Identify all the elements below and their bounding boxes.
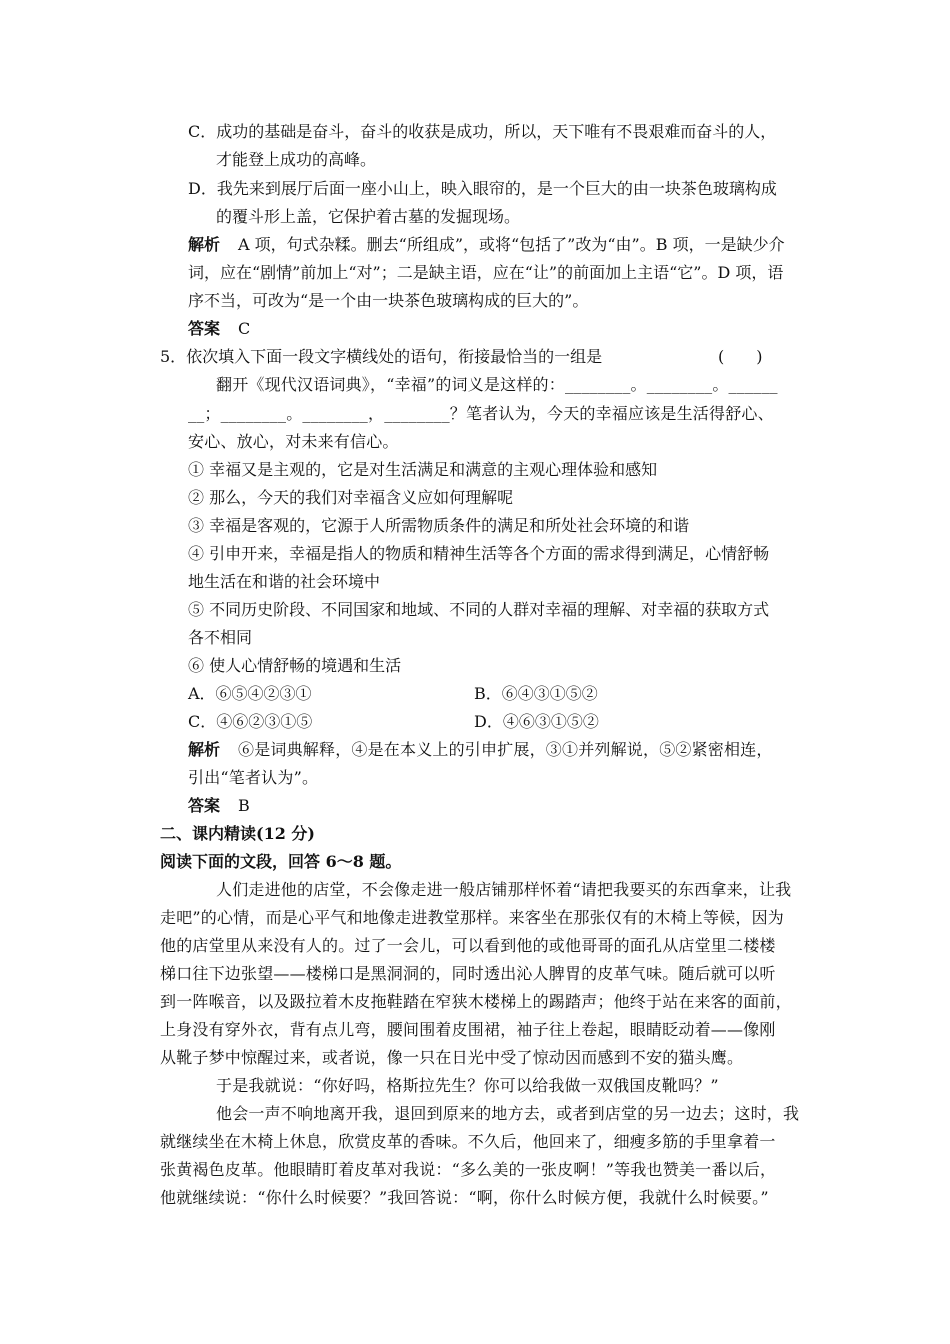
q5-passage-line-2: __；________。________，________？笔者认为，今天的幸福应该是生活得舒心、 [188, 404, 774, 423]
q5-answer-value: B [238, 796, 250, 815]
q5-item-4-line-1: ④ 引申开来，幸福是指人的物质和精神生活等各个方面的需求得到满足，心情舒畅 [188, 544, 770, 563]
q5-answer-label: 答案 [188, 796, 221, 815]
passage-p3-line-3: 张黄褐色皮革。他眼睛盯着皮革对我说：“多么美的一张皮啊！”等我也赞美一番以后， [160, 1160, 777, 1179]
q5-bracket: ( ) [718, 347, 763, 366]
option-d-line-2: 的覆斗形上盖，它保护着古墓的发掘现场。 [216, 207, 521, 226]
section-heading: 二、课内精读(12 分) [160, 824, 315, 843]
q5-item-6: ⑥ 使人心情舒畅的境遇和生活 [188, 656, 402, 675]
analysis-line-1: A 项，句式杂糅。删去“所组成”，或将“包括了”改为“由”。B 项，一是缺少介 [238, 235, 785, 254]
q5-passage-line-1: 翻开《现代汉语词典》，“幸福”的词义是这样的：________。________。______ [216, 375, 778, 394]
passage-p1-line-4: 梯口往下边张望——楼梯口是黑洞洞的，同时透出沁人脾胃的皮革气味。随后就可以听 [160, 964, 776, 983]
answer-value: C [238, 319, 251, 338]
analysis-line-2: 词，应在“剧情”前加上“对”；二是缺主语，应在“让”的前面加上主语“它”。D 项，语 [188, 263, 784, 282]
q5-item-5-line-1: ⑤ 不同历史阶段、不同国家和地域、不同的人群对幸福的理解、对幸福的获取方式 [188, 600, 770, 619]
q5-option-b: B．⑥④③①⑤② [474, 684, 598, 703]
option-c-line-1: C．成功的基础是奋斗，奋斗的收获是成功，所以，天下唯有不畏艰难而奋斗的人， [188, 122, 777, 141]
passage-p1-line-5: 到一阵喉音，以及趿拉着木皮拖鞋踏在窄狭木楼梯上的踢踏声；他终于站在来客的面前， [160, 992, 792, 1011]
analysis-label: 解析 [188, 235, 221, 254]
answer-label: 答案 [188, 319, 221, 338]
passage-p1-line-1: 人们走进他的店堂，不会像走进一般店铺那样怀着“请把我要买的东西拿来，让我 [216, 880, 792, 899]
q5-option-c: C．④⑥②③①⑤ [188, 712, 313, 731]
passage-p2-line-1: 于是我就说：“你好吗，格斯拉先生？你可以给我做一双俄国皮靴吗？” [216, 1076, 719, 1095]
q5-stem: 5．依次填入下面一段文字横线处的语句，衔接最恰当的一组是 [160, 347, 603, 366]
reading-instruction: 阅读下面的文段，回答 6～8 题。 [160, 852, 402, 871]
passage-p3-line-2: 就继续坐在木椅上休息，欣赏皮革的香味。不久后，他回来了，细瘦多筋的手里拿着一 [160, 1132, 776, 1151]
q5-analysis-line-2: 引出“笔者认为”。 [188, 768, 319, 787]
option-d-line-1: D．我先来到展厅后面一座小山上，映入眼帘的，是一个巨大的由一块茶色玻璃构成 [188, 179, 777, 198]
q5-option-a: A．⑥⑤④②③① [188, 684, 312, 703]
q5-analysis-label: 解析 [188, 740, 221, 759]
passage-p3-line-4: 他就继续说：“你什么时候要？”我回答说：“啊，你什么时候方便，我就什么时候要。” [160, 1188, 769, 1207]
q5-analysis-line-1: ⑥是词典解释，④是在本义上的引申扩展，③①并列解说，⑤②紧密相连， [238, 740, 773, 759]
passage-p1-line-6: 上身没有穿外衣，背有点儿弯，腰间围着皮围裙，袖子往上卷起，眼睛眨动着——像刚 [160, 1020, 776, 1039]
analysis-line-3: 序不当，可改为“是一个由一块茶色玻璃构成的巨大的”。 [188, 291, 589, 310]
q5-option-d: D．④⑥③①⑤② [474, 712, 599, 731]
q5-item-3: ③ 幸福是客观的，它源于人所需物质条件的满足和所处社会环境的和谐 [188, 516, 690, 535]
q5-item-1: ① 幸福又是主观的，它是对生活满足和满意的主观心理体验和感知 [188, 460, 658, 479]
q5-passage-line-3: 安心、放心，对未来有信心。 [188, 432, 399, 451]
passage-p3-line-1: 他会一声不响地离开我，退回到原来的地方去，或者到店堂的另一边去；这时，我 [216, 1104, 800, 1123]
passage-p1-line-3: 他的店堂里从来没有人的。过了一会儿，可以看到他的或他哥哥的面孔从店堂里二楼楼 [160, 936, 776, 955]
q5-item-2: ② 那么，今天的我们对幸福含义应如何理解呢 [188, 488, 514, 507]
option-c-line-2: 才能登上成功的高峰。 [216, 150, 377, 169]
q5-item-5-line-2: 各不相同 [188, 628, 253, 647]
passage-p1-line-7: 从靴子梦中惊醒过来，或者说，像一只在日光中受了惊动因而感到不安的猫头鹰。 [160, 1048, 744, 1067]
q5-item-4-line-2: 地生活在和谐的社会环境中 [188, 572, 381, 591]
passage-p1-line-2: 走吧”的心情，而是心平气和地像走进教堂那样。来客坐在那张仅有的木椅上等候，因为 [160, 908, 784, 927]
